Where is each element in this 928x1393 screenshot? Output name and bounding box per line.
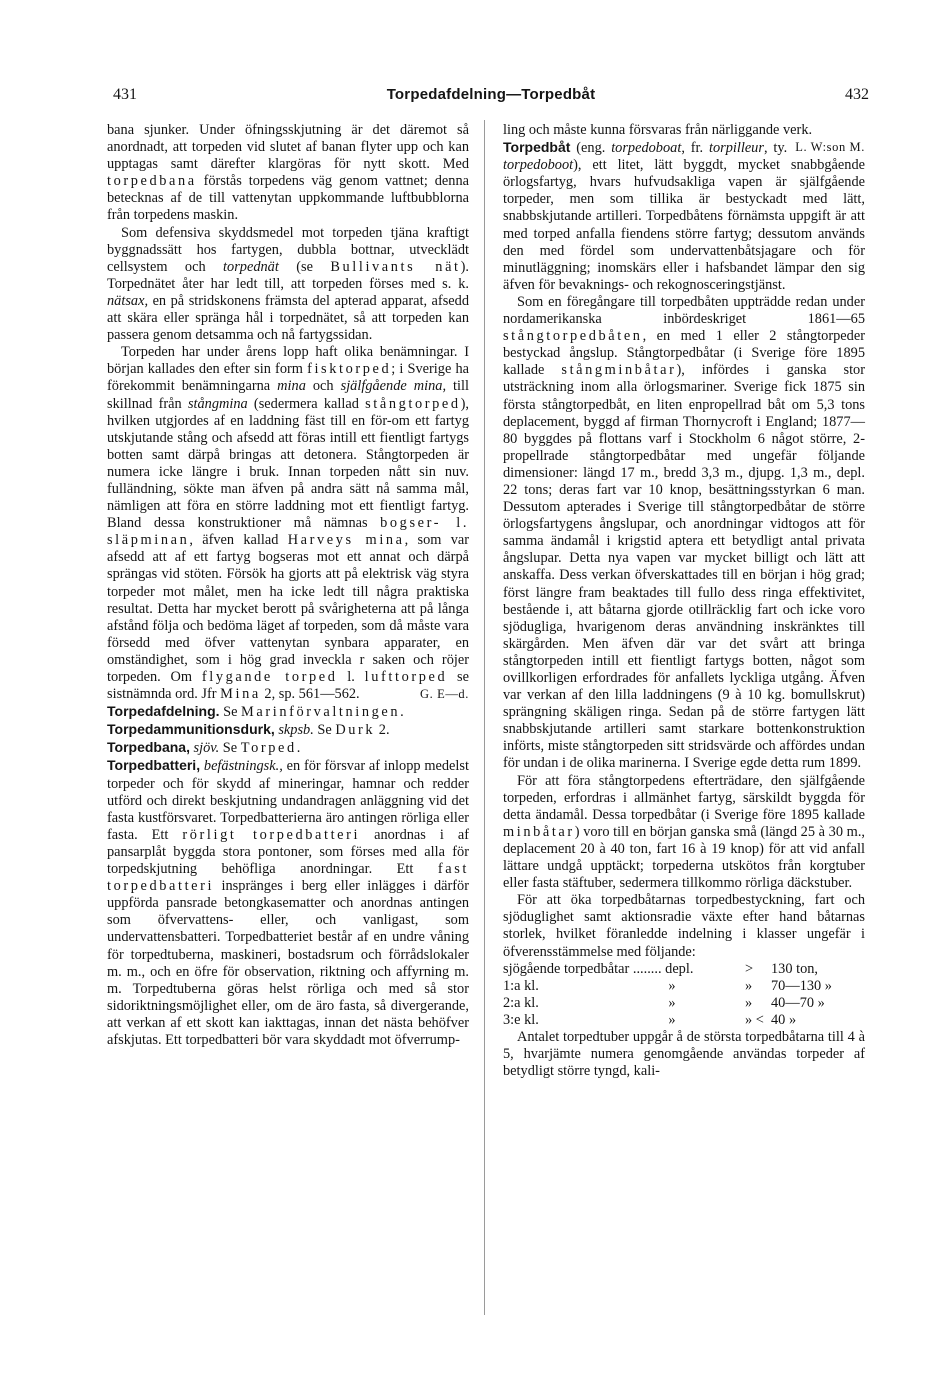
author-signature: L. W:son M. [795, 140, 865, 155]
table-row: 2:a kl. » » 40—70 » [503, 994, 825, 1011]
paragraph: bana sjunker. Under öfningsskjutning är det däremot så anordnadt, att torpeden vid slutet af banan flyter upp och kan upptagas samt därefter klargöras för nytt skott. Med torpedbana förstås torpedens väg genom vattnet; denna betecknas af de till vattenytan uppkommande luftbubblorna från torpedens maskin. [107, 122, 469, 224]
table-row: sjögående torpedbåtar ........ depl. > 130 ton, [503, 960, 819, 977]
entry-torpedbatteri: Torpedbatteri, befästningsk., en för försvar af inlopp medelst torpeder och för skydd af mineringar, hamnar och redder utförd och direkt beskjutning undandragen anläggning vid det fasta kustförsvaret. Torpedbatterierna äro antingen rörliga eller fasta. Ett rörligt torpedbatteri anordnas i af pansarplåt byggda stora pontoner, som förses med alla för torpedskjutning behöfliga anordningar. Ett fast torpedbatteri inspränges i berg eller inlägges i därför uppförda pansrade betongkasematter och anordnas antingen som öfvervattens- eller, och vanligast, som undervattensbatteri. Torpedbatteriet består af en undre våning för torpedtuberna, maskineri, bostadsrum och förrådslokaler m. m., och en öfre för observation, riktning och affyrning m. m. Torpedtuberna göras helst rörliga och med så stor sidoriktningsmöjlighet eller, om de äro fasta, så divergerande, att verkan af ett skott kan iakttagas, innan det nästa behöfver afskjutas. Ett torpedbatteri bör vara skyddadt mot öfverrump- [107, 757, 469, 1048]
table-row: 3:e kl. » » < 40 » [503, 1011, 797, 1028]
author-signature: G. E—d. [420, 687, 469, 702]
entry-torpedbat: Torpedbåt (eng. torpedoboat, fr. torpilleur, ty. torpedoboot), ett litet, lätt byggdt, mycket snabbgående örlogsfartyg, hvars hufvudsakliga vapen är själfgående torpeder, men som tillika är bestyckadt med lätt, snabbskjutande artilleri. Torpedbåtens förnämsta uppgift är att med torped anfalla fiendens större fartyg; dessutom används den med fördel som undervattenbåtsjagare och för minutläggning; inomskärs eller i hafsbandet lämpar den sig äfven för bevaknings- och rekognosceringstjänst. [503, 139, 865, 293]
paragraph: För att öka torpedbåtarnas torpedbestyckning, fart och sjöduglighet samt aktionsradie växte efter hand båtarnas storlek, hvilket föranledde indelning i klasser ungefär i öfverensstämmelse med följande: [503, 892, 865, 960]
page-header [113, 86, 869, 110]
entry-torpedafdelning: Torpedafdelning. Se Marinförvaltningen. [107, 703, 404, 721]
paragraph: Antalet torpedtuber uppgår å de största torpedbåtarna till 4 à 5, hvarjämte numera genomgående användas torpeder af betydligt större tyngd, kali- [503, 1028, 865, 1080]
left-column [107, 122, 469, 1049]
page-number-right: 432 [845, 86, 869, 103]
entry-torpedbana: Torpedbana, sjöv. Se Torped. [107, 739, 301, 757]
right-column [503, 122, 865, 1080]
running-title: Torpedafdelning—Torpedbåt [386, 86, 596, 103]
class-table [503, 961, 865, 1029]
column-divider [484, 120, 485, 1315]
page-number-left: 431 [113, 86, 137, 103]
paragraph: För att föra stångtorpedens efterträdare, den själfgående torpeden, erfordras i allmänhet fartyg, särskildt byggda för detta ändamål. Dessa torpedbåtar (i Sverige före 1895 kallade minbåtar) voro till en början ganska små (längd 25 à 30 m., deplacement 20 à 40 ton, fart 16 à 19 knop) för att vid anfall lättare undgå upptäckt; torpederna utskötos från korgtuber eller fasta stäftuber, sedermera tillkommo rörliga däckstuber. [503, 772, 865, 892]
paragraph: Som en föregångare till torpedbåten uppträdde redan under nordamerikanska inbördeskriget 1861—65 stångtorpedbåten, en med 1 eller 2 stångtorpeder bestyckad ångslup. Stångtorpedbåtar (i Sverige före 1895 kallade stångminbåtar), infördes i ganska stor utsträckning inom alla örlogsmariner. Sverige fick 1875 sin första stångtorpedbåt, en liten enpropellrad båt om 5,3 tons deplacement, byggd af firman Thornycroft i England; 1877—80 byggdes på flottans varf i Stockholm 6 något större, 2-propellrade stångtorpedbåtar med ungefär följande dimensioner: längd 17 m., bredd 3,3 m., djupg. 1,3 m., depl. 22 tons; deras fart var 10 knop, besättningsstyrkan 6 man. Dessutom apterades i Sverige till stångtorpedbåtar de större örlogsfartygens ångslupar, och anordningar vidtogos att för samma ändamål i krigstid aptera ett betydligt antal privata ångslupar. Detta nya vapen var mycket billigt och lätt att anskaffa. Dess verkan öfverskattades till en början i hög grad; först längre fram beaktades till fullo dess ringa effektivitet, bestående i, att båtarna gjorde otillräcklig fart och icke voro sjödugliga, hvarigenom deras användning inskränktes till skärgården. Men äfven där var det svårt att bringa stångtorpeden intill ett fientligt fartygs botten, något som ovillkorligen erfordrades för anfallets lyckliga utgång. Äfven var verkan af den lilla laddningens (9 à 10 kg. bomullskrut) sprängning skäligen ringa. Sedan på de större fartygen lätt snabbskjutande artilleri samt starkare bottenkonstruktion införts, miste stångtorpeden sitt stridsvärde och affördes undan för undan i de olika marinerna. I Sverige egde detta rum 1899. [503, 293, 866, 772]
table-row: 1:a kl. » » 70—130 » [503, 977, 832, 994]
entry-torpedammunitionsdurk: Torpedammunitionsdurk, skpsb. Se Durk 2. [107, 721, 390, 739]
paragraph: Som defensiva skyddsmedel mot torpeden tjäna kraftigt byggnadssätt hos fartygen, dubbla bottnar, utvecklädt cellsystem och torpednät (se Bullivants nät). Torpednätet åter har ledt till, att torpeden förses med s. k. nätsax, en på stridskonens främsta del apterad apparat, afsedd att skära eller spränga hål i torpednätet, så att torpeden kan passera genom detsamma och nå fartygssidan. [107, 224, 470, 344]
paragraph: Torpeden har under årens lopp haft olika benämningar. I början kallades den efter sin form fisktorped; i Sverige ha förekommit benämningarna mina och själfgående mina, till skillnad från stångmina (sedermera kallad stångtorped), hvilken utgjordes af en laddning fäst till en för-om ett fartyg utskjutande stång och afsedd att föras intill ett fientligt fartygs botten samt därpå bringas att detonera. Stångtorpeden är numera icke längre i bruk. Innan torpeden nått sin nuv. fulländning, sökte man äfven på andra sätt nå samma mål, nämligen att föra en större laddning mot ett fientligt fartyg. Bland dessa konstruktioner må nämnas bogser- l. släpminan, äfven kallad Harveys mina, som var afsedd att af ett fartyg bogseras mot ett annat och därpå sprängas vid stöten. Försök ha gjorts att på elektrisk väg styra torpeder mot målet, men ha icke ledt till några praktiska resultat. Detta har mycket berott på svårigheterna att på långa afstånd följa och bedöma läget af torpeden, som då måste vara försedd med öfver vattenytan synbara apparater, en omständighet, som i hög grad inveckla r saken och röjer torpeden. Om flygande torped l. lufttorped se sistnämnda ord. Jfr Mina 2, sp. 561—562. G. E—d. [107, 344, 470, 703]
paragraph: ling och måste kunna försvaras från närliggande verk. L. W:son M. [503, 122, 865, 139]
